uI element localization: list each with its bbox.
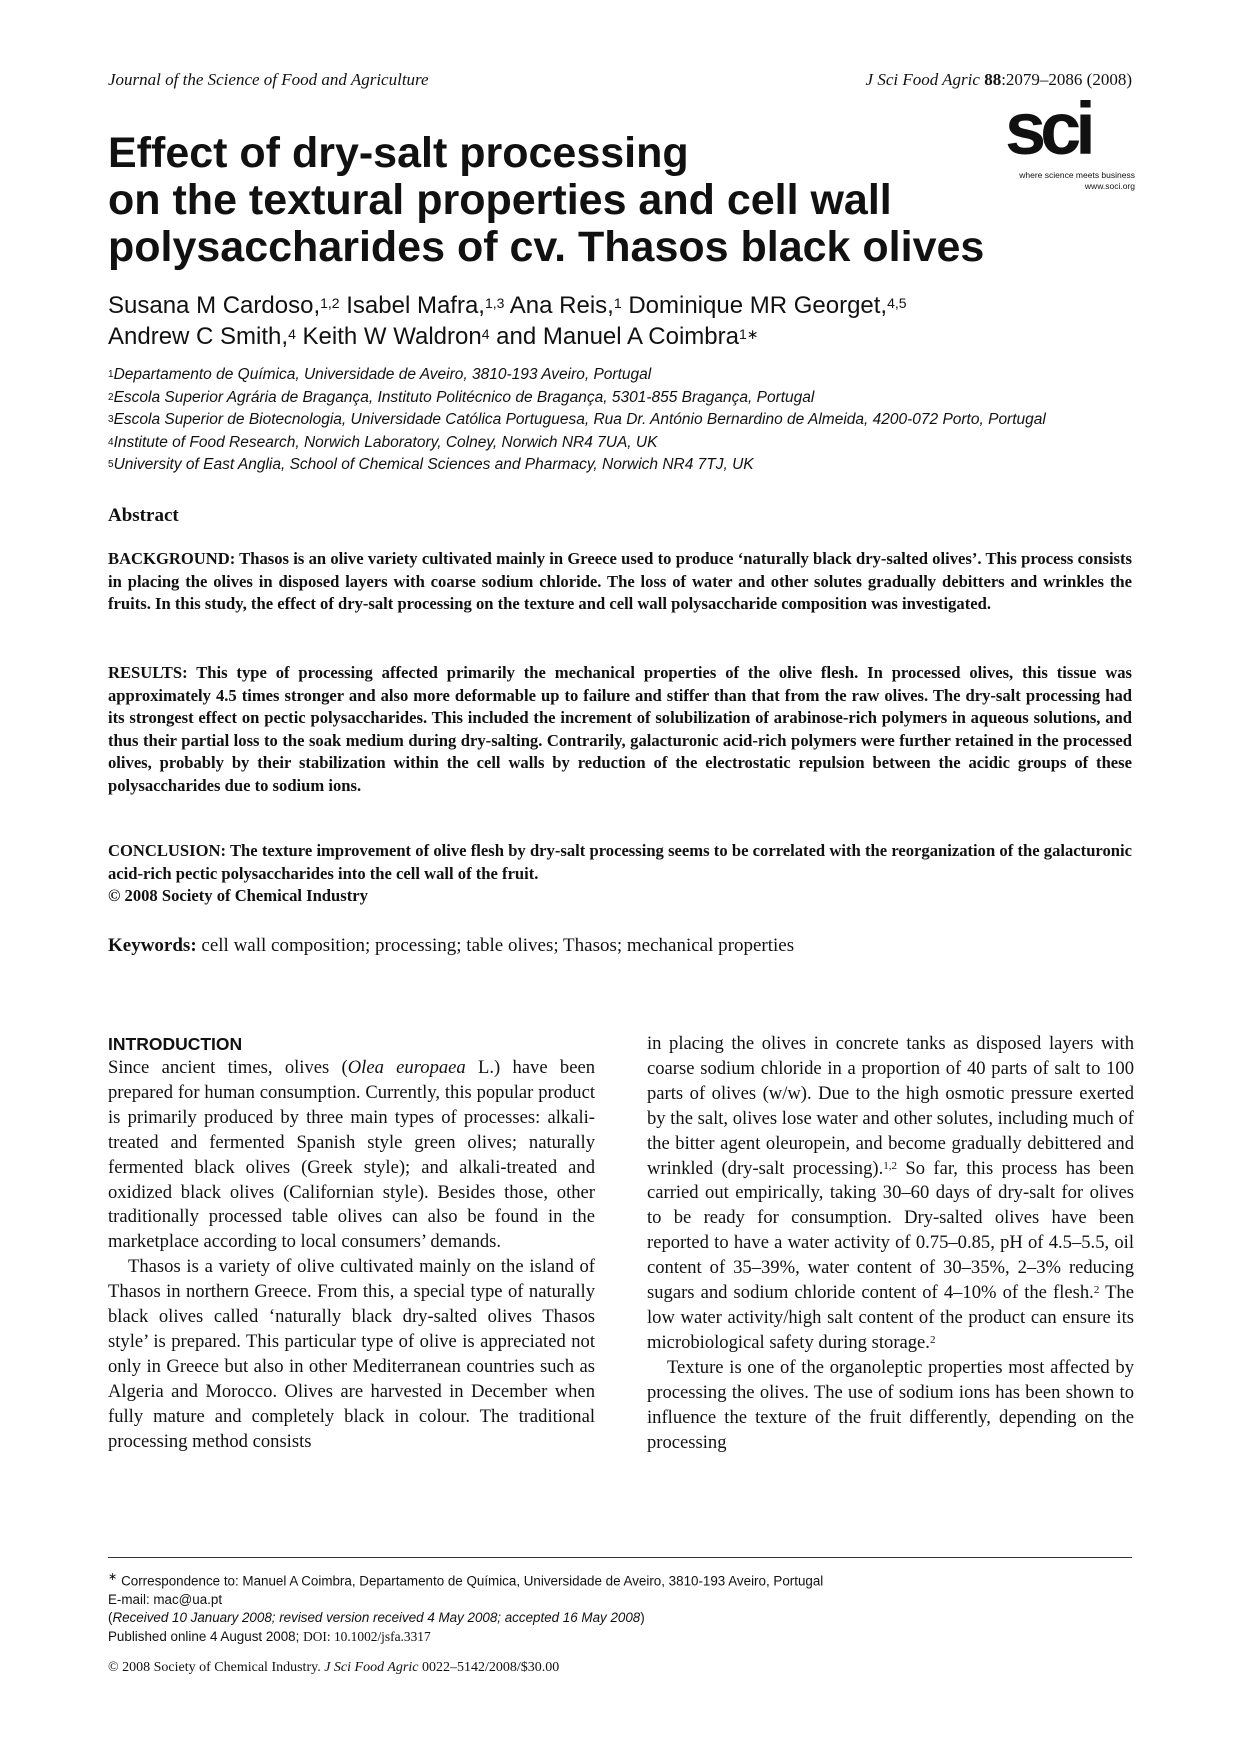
footnote-divider — [108, 1557, 1132, 1558]
author-affil-sup: 4,5 — [887, 295, 907, 311]
correspondence-email: E-mail: mac@ua.pt — [108, 1591, 223, 1607]
author-name: Dominique MR Georget, — [628, 292, 888, 319]
running-header-journal: Journal of the Science of Food and Agriculture — [108, 70, 429, 89]
copyright-footer — [108, 1660, 559, 1676]
citation-sup: 2 — [929, 1333, 936, 1346]
affiliation — [108, 454, 1138, 477]
author-affil-sup: 1,2 — [320, 295, 340, 311]
body-text: Since ancient times, olives ( — [108, 1057, 348, 1078]
author-name: Susana M Cardoso, — [108, 292, 321, 319]
abstract-background: BACKGROUND: Thasos is an olive variety cultivated mainly in Greece used to produce ‘naturally black dry-salted olives’. This process consists in placing the olives in disposed layers with coarse sodium chloride. The loss of water and other solutes gradually debitters and wrinkles the fruits. In this study, the effect of dry-salt processing on the texture and cell wall polysaccharide composition was investigated. — [108, 549, 1132, 613]
author-list — [108, 290, 1128, 352]
affiliation — [108, 364, 1138, 387]
sci-logo-word: sci — [1005, 87, 1090, 170]
affiliation — [108, 409, 1138, 432]
keywords-text: cell wall composition; processing; table olives; Thasos; mechanical properties — [201, 935, 795, 956]
keywords — [108, 935, 794, 957]
citation-pages: :2079–2086 (2008) — [1001, 70, 1132, 89]
author-name: Isabel Mafra, — [346, 292, 485, 319]
copyright-prefix: © 2008 Society of Chemical Industry. — [108, 1660, 321, 1675]
paren-open: ( — [108, 1610, 113, 1626]
body-paragraph: Texture is one of the organoleptic properties most affected by processing the olives. The use of sodium ions has been shown to influence the texture of the fruit differently, depending on the processing — [647, 1356, 1134, 1453]
sci-url: www.soci.org — [1084, 181, 1135, 191]
body-paragraph — [108, 1056, 595, 1255]
body-paragraph: Thasos is a variety of olive cultivated mainly on the island of Thasos in northern Greece. From this, a special type of naturally black olives called ‘naturally black dry-salted olives Thasos style’ is prepared. This particular type of olive is appreciated not only in Greece but also in other Mediterranean countries such as Algeria and Morocco. Olives are harvested in December when fully mature and completely black in colour. The traditional processing method consists — [108, 1256, 595, 1452]
abstract-conclusion — [108, 840, 1132, 908]
author-name: and Manuel A Coimbra — [496, 323, 739, 350]
affiliation-number: 2 — [108, 391, 114, 403]
correspondence-text: Correspondence to: Manuel A Coimbra, Departamento de Química, Universidade de Aveiro, 3810-193 Aveiro, Portugal — [121, 1573, 824, 1589]
sci-logo-slogan — [1005, 170, 1135, 192]
author-name: Keith W Waldron — [302, 323, 482, 350]
body-text: in placing the olives in concrete tanks as disposed layers with coarse sodium chloride in a proportion of 40 parts of salt to 100 parts of olives (w/w). Due to the high osmotic pressure exerted by the salt, olives lose water and other solutes, including much of the bitter agent oleuropein, and become gradually debittered and wrinkled (dry-salt processing). — [647, 1033, 1134, 1179]
body-text: L.) have been prepared for human consumption. Currently, this popular product is primarily produced by three main types of processes: alkali-treated and fermented Spanish style green olives; naturally fermented black olives (Greek style); and alkali-treated and oxidized black olives (Californian style). Besides those, other traditionally processed table olives can also be found in the marketplace according to local consumers’ demands. — [108, 1057, 596, 1253]
doi: DOI: 10.1002/jsfa.3317 — [303, 1628, 431, 1644]
affiliation — [108, 387, 1138, 410]
received-dates-text: Received 10 January 2008; revised version received 4 May 2008; accepted 16 May 2008 — [112, 1610, 641, 1626]
abstract-results: RESULTS: This type of processing affected primarily the mechanical properties of the olive flesh. In processed olives, this tissue was approximately 4.5 times stronger and also more deformable up to failure and stiffer than that from the raw olives. The dry-salt processing had its strongest effect on pectic polysaccharides. This included the increment of solubilization of arabinose-rich polymers in aqueous solutions, and thus their partial loss to the soak medium during dry-salting. Contrarily, galacturonic acid-rich polymers were further retained in the processed olives, probably by their stabilization within the cell walls by reduction of the electrostatic repulsion between the acidic groups of these polysaccharides due to sodium ions. — [108, 663, 1132, 795]
affiliation-text: Escola Superior Agrária de Bragança, Instituto Politécnico de Bragança, 5301-855 Bragança, Portugal — [113, 388, 815, 406]
author-affil-sup: 1,3 — [484, 295, 505, 311]
body-text: So far, this process has been carried out empirically, taking 30–60 days of dry-salt for olives to be ready for consumption. Dry-salted olives have been reported to have a water activity of 0.75–0.85, pH of 4.5–5.5, oil content of 35–39%, water content of 30–35%, 2–3% reducing sugars and sodium chloride content of 4–10% of the flesh. — [647, 1157, 1134, 1304]
citation-sup: 1,2 — [883, 1159, 897, 1172]
title-line: Effect of dry-salt processing — [108, 129, 689, 177]
affiliation-list — [108, 364, 1138, 477]
affiliation-text: Departamento de Química, Universidade de Aveiro, 3810-193 Aveiro, Portugal — [113, 366, 652, 383]
sci-slogan-text: where science meets business — [1019, 170, 1135, 180]
body-text: The low water activity/high salt content of the product can ensure its microbiological safety during storage. — [647, 1282, 1134, 1353]
section-heading-introduction: INTRODUCTION — [108, 1034, 243, 1054]
title-line: on the textural properties and cell wall — [108, 176, 892, 224]
title-line: polysaccharides of cv. Thasos black olives — [108, 223, 985, 271]
author-name: Andrew C Smith, — [108, 323, 289, 350]
author-affil-sup: 4 — [481, 326, 490, 342]
author-affil-sup: 1 — [613, 295, 622, 311]
affiliation — [108, 432, 1138, 455]
keywords-label: Keywords: — [108, 935, 197, 956]
running-header-citation — [866, 70, 1132, 90]
correspondence-note — [108, 1568, 1138, 1591]
affiliation-text: Escola Superior de Biotecnologia, Universidade Católica Portuguesa, Rua Dr. António Bernardino de Almeida, 4200-072 Porto, Portugal — [113, 411, 1046, 428]
affiliation-number: 5 — [108, 459, 114, 470]
affiliation-number: 4 — [108, 436, 114, 448]
correspondence-marker: ∗ — [108, 1571, 118, 1583]
publication-info — [108, 1628, 1138, 1647]
published-date: Published online 4 August 2008; — [108, 1628, 300, 1644]
affiliation-number: 1 — [108, 369, 114, 380]
copyright-journal: J Sci Food Agric — [324, 1660, 419, 1675]
sci-logo — [1005, 87, 1135, 202]
abstract-conclusion-text: CONCLUSION: The texture improvement of olive flesh by dry-salt processing seems to be correlated with the reorganization of the galacturonic acid-rich pectic polysaccharides into the cell wall of the fruit. — [108, 841, 1132, 883]
affiliation-number: 3 — [108, 414, 114, 425]
copyright-suffix: 0022–5142/2008/$30.00 — [421, 1660, 560, 1675]
citation-journal-abbrev: J Sci Food Agric — [865, 70, 980, 89]
citation-volume: 88 — [984, 70, 1002, 89]
body-column-left — [108, 1032, 595, 1455]
author-affil-sup: 1∗ — [738, 326, 759, 342]
author-affil-sup: 4 — [288, 326, 296, 342]
abstract-heading: Abstract — [108, 505, 179, 526]
footnotes — [108, 1568, 1138, 1646]
species-name: Olea europaea — [347, 1057, 466, 1078]
citation-sup: 2 — [1093, 1284, 1100, 1297]
affiliation-text: Institute of Food Research, Norwich Laboratory, Colney, Norwich NR4 7UA, UK — [113, 433, 658, 451]
received-dates — [108, 1609, 1138, 1628]
abstract-copyright: © 2008 Society of Chemical Industry — [108, 886, 368, 905]
body-paragraph — [647, 1032, 1134, 1356]
author-name: Ana Reis, — [509, 292, 614, 319]
body-column-right — [647, 1032, 1134, 1455]
affiliation-text: University of East Anglia, School of Chemical Sciences and Pharmacy, Norwich NR4 7TJ, UK — [113, 456, 754, 473]
paren-close: ) — [640, 1610, 645, 1626]
article-title — [108, 130, 1008, 271]
